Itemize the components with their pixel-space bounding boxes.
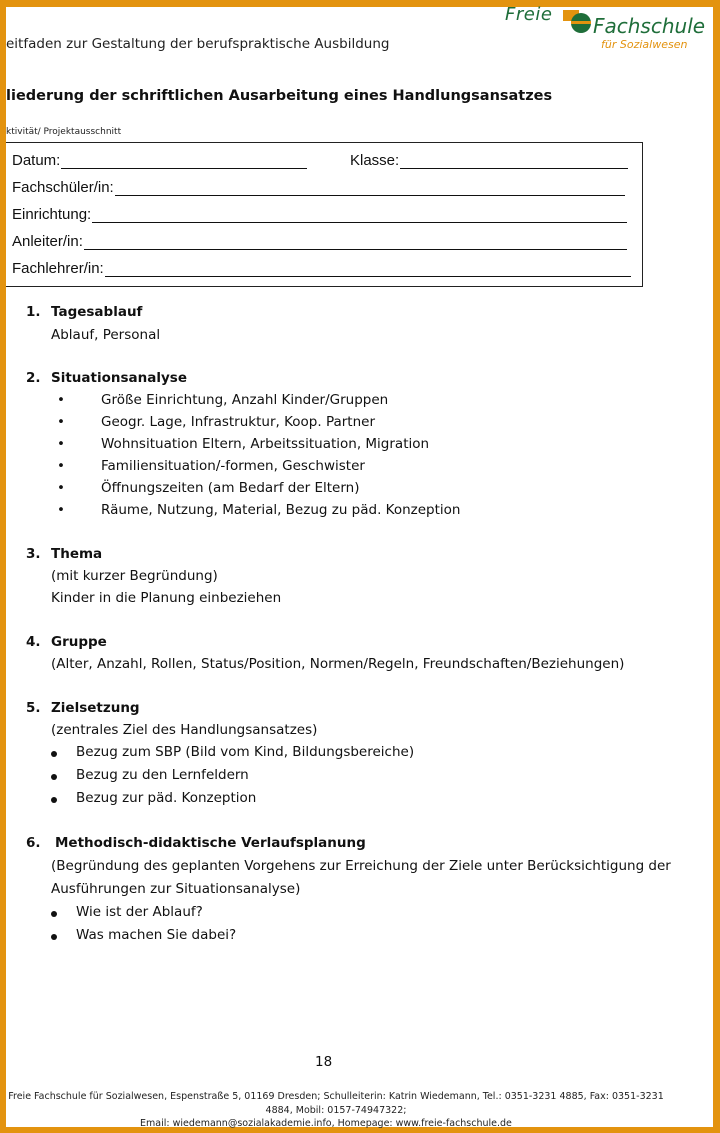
bullet-icon (51, 934, 57, 940)
section-number: 6. (26, 835, 41, 851)
section-text: (Alter, Anzahl, Rollen, Status/Position, Normen/Regeln, Freundschaften/Beziehungen) (51, 656, 625, 672)
list-item: Öffnungszeiten (am Bedarf der Eltern) (101, 480, 360, 496)
section-number: 3. (26, 546, 41, 562)
list-bullet: • (57, 414, 65, 430)
list-item: Familiensituation/-formen, Geschwister (101, 458, 365, 474)
section-number: 1. (26, 304, 41, 320)
document-title: liederung der schriftlichen Ausarbeitung eines Handlungsansatzes (6, 88, 553, 104)
section-text: (Begründung des geplanten Vorgehens zur Erreichung der Ziele unter Berücksichtigung der (51, 858, 671, 874)
section-text: Ablauf, Personal (51, 327, 161, 343)
fachschueler-label: Fachschüler/in: (12, 179, 114, 196)
running-header: eitfaden zur Gestaltung der berufspraktische Ausbildung (6, 36, 390, 52)
list-bullet: • (57, 392, 65, 408)
section-heading: Gruppe (51, 634, 107, 650)
section-heading: Methodisch-didaktische Verlaufsplanung (55, 835, 366, 851)
section-number: 4. (26, 634, 41, 650)
section-text: (mit kurzer Begründung) (51, 568, 218, 584)
logo-word-freie: Freie (505, 4, 553, 25)
list-item: Bezug zu den Lernfeldern (76, 767, 249, 783)
list-item: Wohnsituation Eltern, Arbeitssituation, Migration (101, 436, 430, 452)
page-border-right (713, 0, 720, 1133)
section-text: Ausführungen zur Situationsanalyse) (51, 881, 301, 897)
list-item: Bezug zur päd. Konzeption (76, 790, 257, 806)
fachlehrer-label: Fachlehrer/in: (12, 260, 104, 277)
logo-subtitle: für Sozialwesen (601, 38, 688, 51)
list-bullet: • (57, 502, 65, 518)
bullet-icon (51, 911, 57, 917)
section-text: (zentrales Ziel des Handlungsansatzes) (51, 722, 318, 738)
list-item: Geogr. Lage, Infrastruktur, Koop. Partner (101, 414, 376, 430)
list-item: Wie ist der Ablauf? (76, 904, 203, 920)
einrichtung-label: Einrichtung: (12, 206, 92, 223)
section-heading: Situationsanalyse (51, 370, 187, 386)
fachschueler-field[interactable] (115, 177, 625, 196)
section-number: 5. (26, 700, 41, 716)
list-item: Räume, Nutzung, Material, Bezug zu päd. Konzeption (101, 502, 461, 518)
list-item: Was machen Sie dabei? (76, 927, 237, 943)
einrichtung-field[interactable] (92, 204, 627, 223)
bullet-icon (51, 751, 57, 757)
footer-line: Freie Fachschule für Sozialwesen, Espenstraße 5, 01169 Dresden; Schulleiterin: Katrin Wiedemann, Tel.: 0351-3231 4885, Fax: 0351-3231 (8, 1091, 664, 1102)
logo-word-fachschule: Fachschule (593, 14, 706, 38)
section-heading: Tagesablauf (51, 304, 143, 320)
school-logo (503, 5, 713, 57)
klasse-row (350, 147, 628, 169)
section-heading: Zielsetzung (51, 700, 140, 716)
fachlehrer-row (12, 255, 631, 277)
datum-row (12, 147, 307, 169)
list-bullet: • (57, 436, 65, 452)
fachlehrer-field[interactable] (105, 258, 631, 277)
klasse-field[interactable] (400, 150, 628, 169)
einrichtung-row (12, 201, 627, 223)
bullet-icon (51, 797, 57, 803)
section-text: Kinder in die Planung einbeziehen (51, 590, 282, 606)
fachschueler-row (12, 174, 625, 196)
page-number: 18 (315, 1054, 333, 1070)
logo-mark-icon (561, 8, 593, 34)
header-form (6, 142, 643, 287)
activity-label: ktivität/ Projektausschnitt (6, 127, 122, 137)
section-number: 2. (26, 370, 41, 386)
anleiter-field[interactable] (84, 231, 627, 250)
klasse-label: Klasse: (350, 152, 400, 169)
bullet-icon (51, 774, 57, 780)
list-item: Bezug zum SBP (Bild vom Kind, Bildungsbereiche) (76, 744, 415, 760)
anleiter-row (12, 228, 627, 250)
footer-line: 4884, Mobil: 0157-74947322; (265, 1105, 407, 1116)
datum-label: Datum: (12, 152, 61, 169)
anleiter-label: Anleiter/in: (12, 233, 83, 250)
page-footer (6, 1090, 666, 1118)
list-bullet: • (57, 458, 65, 474)
section-heading: Thema (51, 546, 103, 562)
datum-field[interactable] (61, 150, 307, 169)
footer-contact-line: Email: wiedemann@sozialakademie.info, Homepage: www.freie-fachschule.de (140, 1118, 512, 1129)
list-item: Größe Einrichtung, Anzahl Kinder/Gruppen (101, 392, 389, 408)
list-bullet: • (57, 480, 65, 496)
